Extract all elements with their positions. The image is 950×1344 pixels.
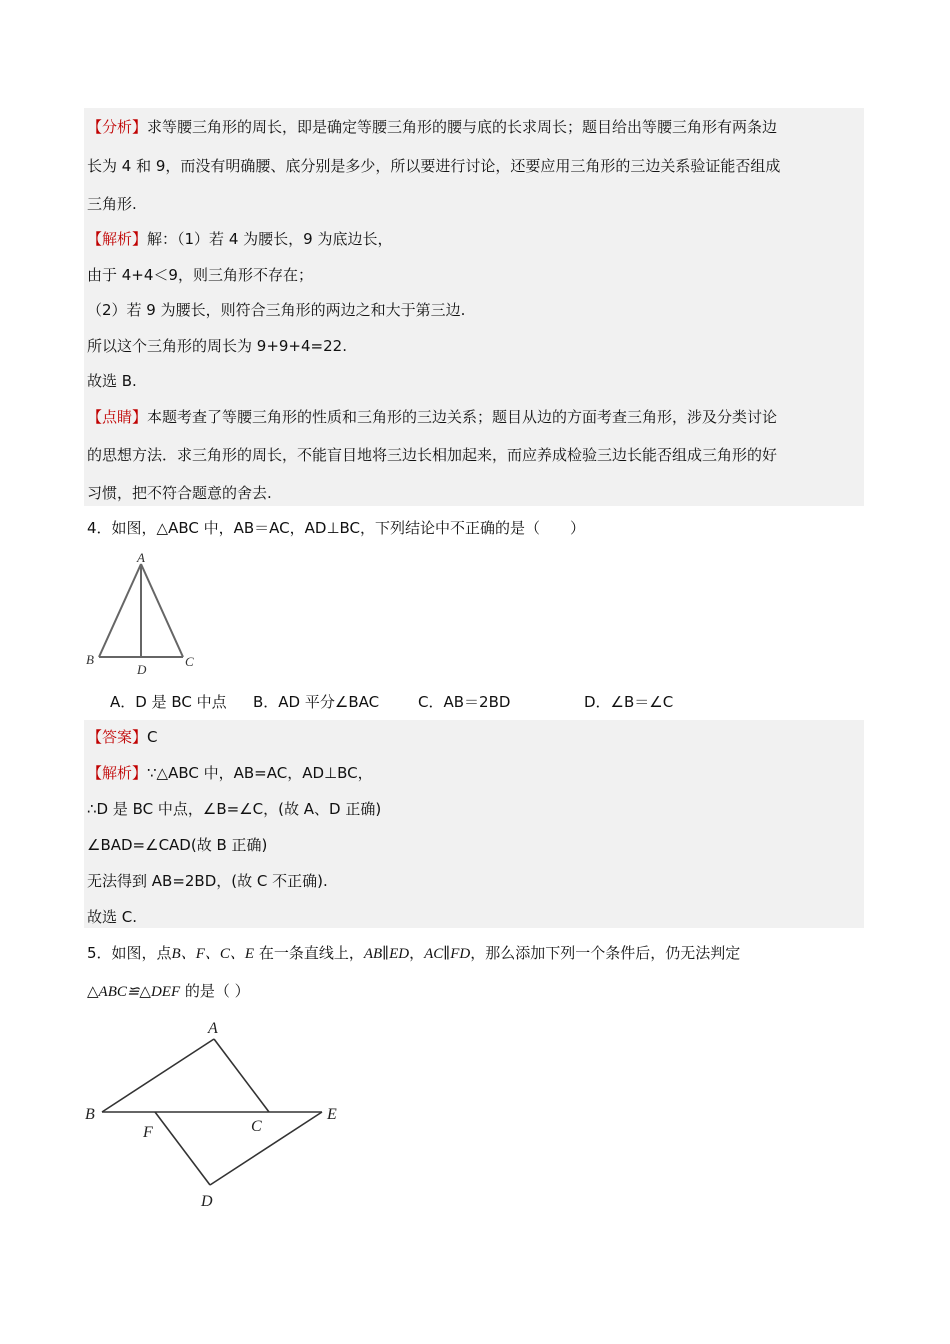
q4-solution-line-4: 无法得到 AB=2BD，(故 C 不正确). — [87, 872, 328, 890]
q5-label-c: C — [251, 1118, 262, 1135]
q4-solution-line-2: ∴D 是 BC 中点，∠B=∠C，(故 A、D 正确) — [87, 800, 382, 818]
q4-option-a: A．D 是 BC 中点 — [110, 693, 227, 711]
q5-label-f: F — [143, 1124, 153, 1141]
q5-stem-line-2: △ABC≌△DEF 的是（ ） — [87, 982, 250, 1000]
q3-comment-line-3: 习惯，把不符合题意的舍去. — [87, 484, 272, 502]
q4-label-d: D — [137, 662, 147, 677]
q4-option-d: D．∠B＝∠C — [584, 693, 674, 711]
q4-solution-line-5: 故选 C. — [87, 908, 138, 926]
q4-answer: C — [147, 728, 158, 746]
q5-label-d: D — [201, 1193, 213, 1210]
q5-label-e: E — [327, 1106, 337, 1123]
answer-tag: 【答案】 — [87, 728, 148, 746]
q3-comment-line-2: 的思想方法．求三角形的周长，不能盲目地将三边长相加起来，而应养成检验三边长能否组成三角形的好 — [87, 446, 778, 464]
q4-stem: 4．如图，△ABC 中，AB＝AC，AD⊥BC，下列结论中不正确的是（ ） — [87, 519, 586, 537]
solution-tag: 【解析】 — [87, 764, 148, 782]
q4-triangle-figure — [82, 550, 202, 680]
q4-label-c: C — [185, 654, 194, 669]
q3-analysis-line-3: 三角形. — [87, 195, 137, 213]
solution-tag: 【解析】 — [87, 230, 148, 248]
q4-label-a: A — [137, 550, 145, 565]
q5-stem-line-1: 5．如图，点B、F、C、E 在一条直线上，AB∥ED，AC∥FD，那么添加下列一个条件后，仍无法判定 — [87, 944, 741, 962]
comment-tag: 【点睛】 — [87, 408, 148, 426]
q4-option-c: C．AB＝2BD — [418, 693, 511, 711]
q4-answer-line — [87, 727, 158, 747]
q5-figure — [80, 1015, 360, 1215]
q4-solution-line-1: 【解析】∵△ABC 中，AB=AC，AD⊥BC， — [87, 764, 373, 782]
q4-option-b: B．AD 平分∠BAC — [253, 693, 380, 711]
q3-analysis-line-1: 【分析】求等腰三角形的周长，即是确定等腰三角形的腰与底的长求周长；题目给出等腰三角形有两条边 — [87, 118, 778, 136]
q3-solution-line-5: 故选 B. — [87, 372, 137, 390]
q4-solution-line-3: ∠BAD=∠CAD(故 B 正确) — [87, 836, 268, 854]
q3-comment-line-1: 【点睛】本题考查了等腰三角形的性质和三角形的三边关系；题目从边的方面考查三角形，涉及分类讨论 — [87, 408, 778, 426]
q3-solution-line-3: （2）若 9 为腰长，则符合三角形的两边之和大于第三边. — [87, 301, 466, 319]
q3-solution-line-1: 【解析】解：（1）若 4 为腰长，9 为底边长， — [87, 230, 393, 248]
q5-label-b: B — [85, 1106, 95, 1123]
q4-label-b: B — [86, 652, 94, 667]
q3-solution-line-4: 所以这个三角形的周长为 9+9+4=22. — [87, 337, 347, 355]
q3-solution-line-2: 由于 4+4＜9，则三角形不存在； — [87, 266, 313, 284]
q5-label-a: A — [208, 1020, 218, 1037]
q4-solution-block — [84, 720, 864, 928]
q3-analysis-line-2: 长为 4 和 9，而没有明确腰、底分别是多少，所以要进行讨论，还要应用三角形的三边关系验证能否组成 — [87, 157, 781, 175]
analysis-tag: 【分析】 — [87, 118, 148, 136]
